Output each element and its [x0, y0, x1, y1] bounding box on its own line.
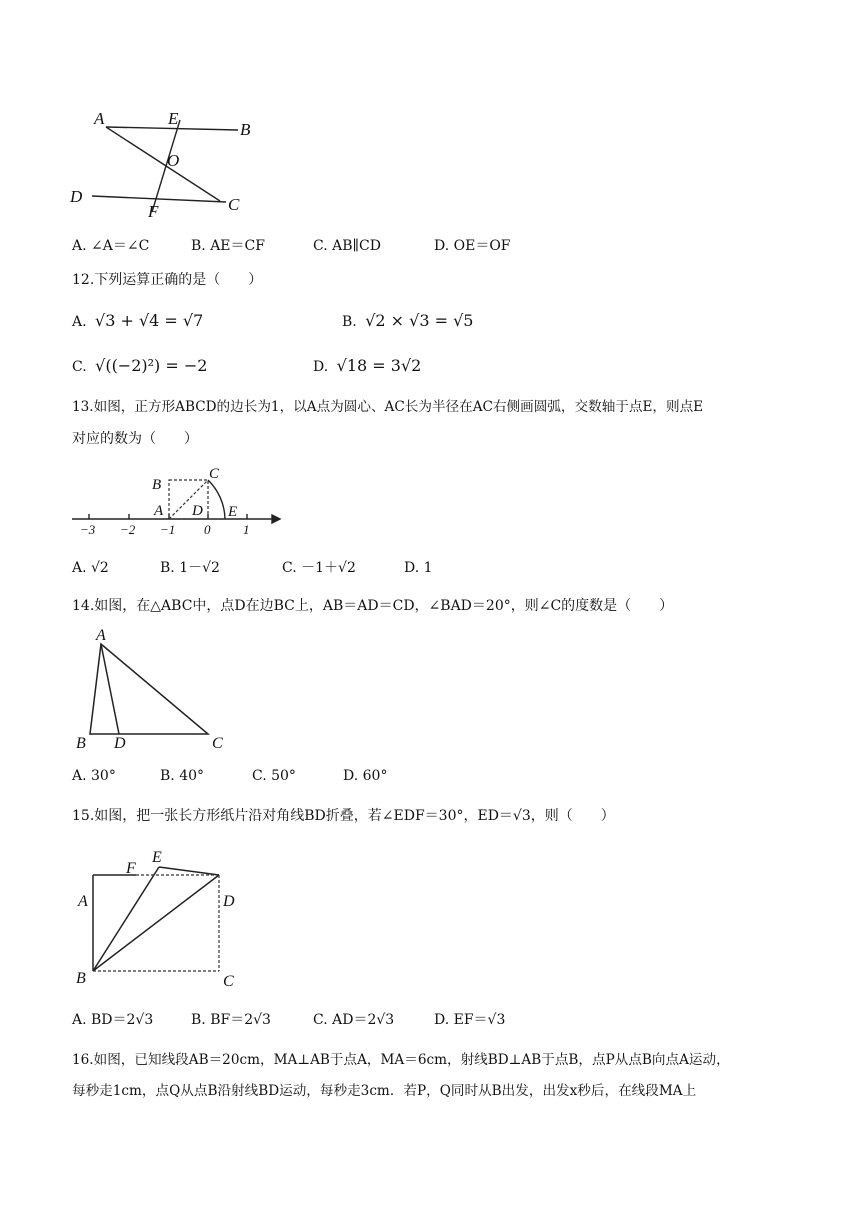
q15-option-b[interactable]: B. BF＝2√3 — [191, 1012, 271, 1028]
triangle-abc — [90, 644, 208, 734]
tick-label-neg2: −2 — [120, 522, 136, 537]
q13-option-b[interactable]: B. 1－√2 — [160, 560, 220, 576]
q11-option-d[interactable]: D. OE＝OF — [434, 238, 511, 254]
label-a: A — [96, 627, 106, 644]
label-d: D — [192, 503, 203, 519]
q13-option-c[interactable]: C. －1＋√2 — [282, 560, 356, 576]
axis-arrow — [272, 515, 280, 523]
label-f: F — [148, 202, 159, 221]
q14-option-c[interactable]: C. 50° — [252, 768, 296, 784]
label-b: B — [76, 970, 86, 987]
q15-stem: 15.如图，把一张长方形纸片沿对角线BD折叠，若∠EDF＝30°，ED＝√3，则（ ） — [72, 808, 615, 824]
tick-label-0: 0 — [204, 522, 211, 537]
folded-be — [93, 867, 159, 971]
q12-option-d[interactable] — [313, 356, 421, 377]
q15-option-a[interactable]: A. BD＝2√3 — [72, 1012, 154, 1028]
label-c: C — [209, 466, 220, 482]
tick-label-neg1: −1 — [160, 522, 176, 537]
line-ac — [106, 127, 220, 201]
label-b: B — [152, 477, 162, 493]
q12-option-a-prefix: A. — [72, 314, 87, 330]
line-dc — [92, 196, 226, 202]
arc-ce — [208, 480, 225, 519]
q11-option-b[interactable]: B. AE＝CF — [191, 238, 265, 254]
q14-figure — [66, 622, 246, 757]
label-a: A — [94, 109, 105, 128]
tick-label-neg3: −3 — [80, 522, 96, 537]
q11-option-a[interactable]: A. ∠A＝∠C — [72, 238, 150, 254]
q12-option-a[interactable] — [72, 311, 203, 332]
q13-option-a[interactable]: A. √2 — [72, 560, 109, 576]
diagonal-bd — [93, 875, 219, 971]
label-e: E — [152, 849, 162, 866]
q11-option-c[interactable]: C. AB∥CD — [313, 238, 381, 254]
label-o: O — [167, 151, 180, 170]
label-e: E — [168, 109, 179, 128]
label-e: E — [228, 504, 238, 520]
folded-ed — [159, 867, 219, 875]
q12-option-b-math: √2 × √3 = √5 — [365, 311, 474, 330]
q15-option-c[interactable]: C. AD＝2√3 — [313, 1012, 395, 1028]
label-a: A — [78, 893, 88, 910]
q13-figure — [66, 462, 286, 540]
label-d: D — [114, 735, 126, 752]
q12-option-d-math: √18 = 3√2 — [336, 356, 422, 375]
label-c: C — [212, 735, 223, 752]
q14-option-d[interactable]: D. 60° — [343, 768, 388, 784]
label-b: B — [76, 735, 86, 752]
label-c: C — [223, 973, 234, 990]
q11-figure — [60, 100, 270, 225]
tick-label-1: 1 — [243, 522, 250, 537]
q15-option-d[interactable]: D. EF＝√3 — [434, 1012, 506, 1028]
q14-option-a[interactable]: A. 30° — [72, 768, 116, 784]
q13-stem-line1: 13.如图，正方形ABCD的边长为1，以A点为圆心、AC长为半径在AC右侧画圆弧，交数轴于点E，则点E — [72, 399, 704, 415]
label-c: C — [228, 195, 240, 214]
q12-stem: 12.下列运算正确的是（ ） — [72, 272, 263, 288]
q13-option-d[interactable]: D. 1 — [404, 560, 433, 576]
q12-option-c[interactable] — [72, 356, 207, 377]
label-b: B — [240, 120, 251, 139]
q13-stem-line2: 对应的数为（ ） — [72, 431, 198, 447]
q14-stem: 14.如图，在△ABC中，点D在边BC上，AB＝AD＝CD，∠BAD＝20°，则∠C的度数是（ ） — [72, 598, 674, 614]
q12-option-b-prefix: B. — [342, 314, 357, 330]
q12-option-a-math: √3 + √4 = √7 — [95, 311, 204, 330]
q15-figure — [66, 840, 256, 990]
q14-option-b[interactable]: B. 40° — [160, 768, 205, 784]
label-d: D — [70, 187, 83, 206]
q12-option-c-prefix: C. — [72, 359, 87, 375]
label-f: F — [126, 860, 136, 877]
q12-option-d-prefix: D. — [313, 359, 329, 375]
q12-option-c-math: √((−2)²) = −2 — [95, 356, 208, 375]
label-a: A — [154, 503, 164, 519]
q16-stem-line1: 16.如图，已知线段AB＝20cm，MA⊥AB于点A，MA＝6cm，射线BD⊥AB于点B，点P从点B向点A运动， — [72, 1052, 730, 1068]
q16-stem-line2: 每秒走1cm，点Q从点B沿射线BD运动，每秒走3cm．若P，Q同时从B出发，出发x秒后，在线段MA上 — [72, 1083, 697, 1099]
q12-option-b[interactable] — [342, 311, 473, 332]
label-d: D — [223, 893, 235, 910]
